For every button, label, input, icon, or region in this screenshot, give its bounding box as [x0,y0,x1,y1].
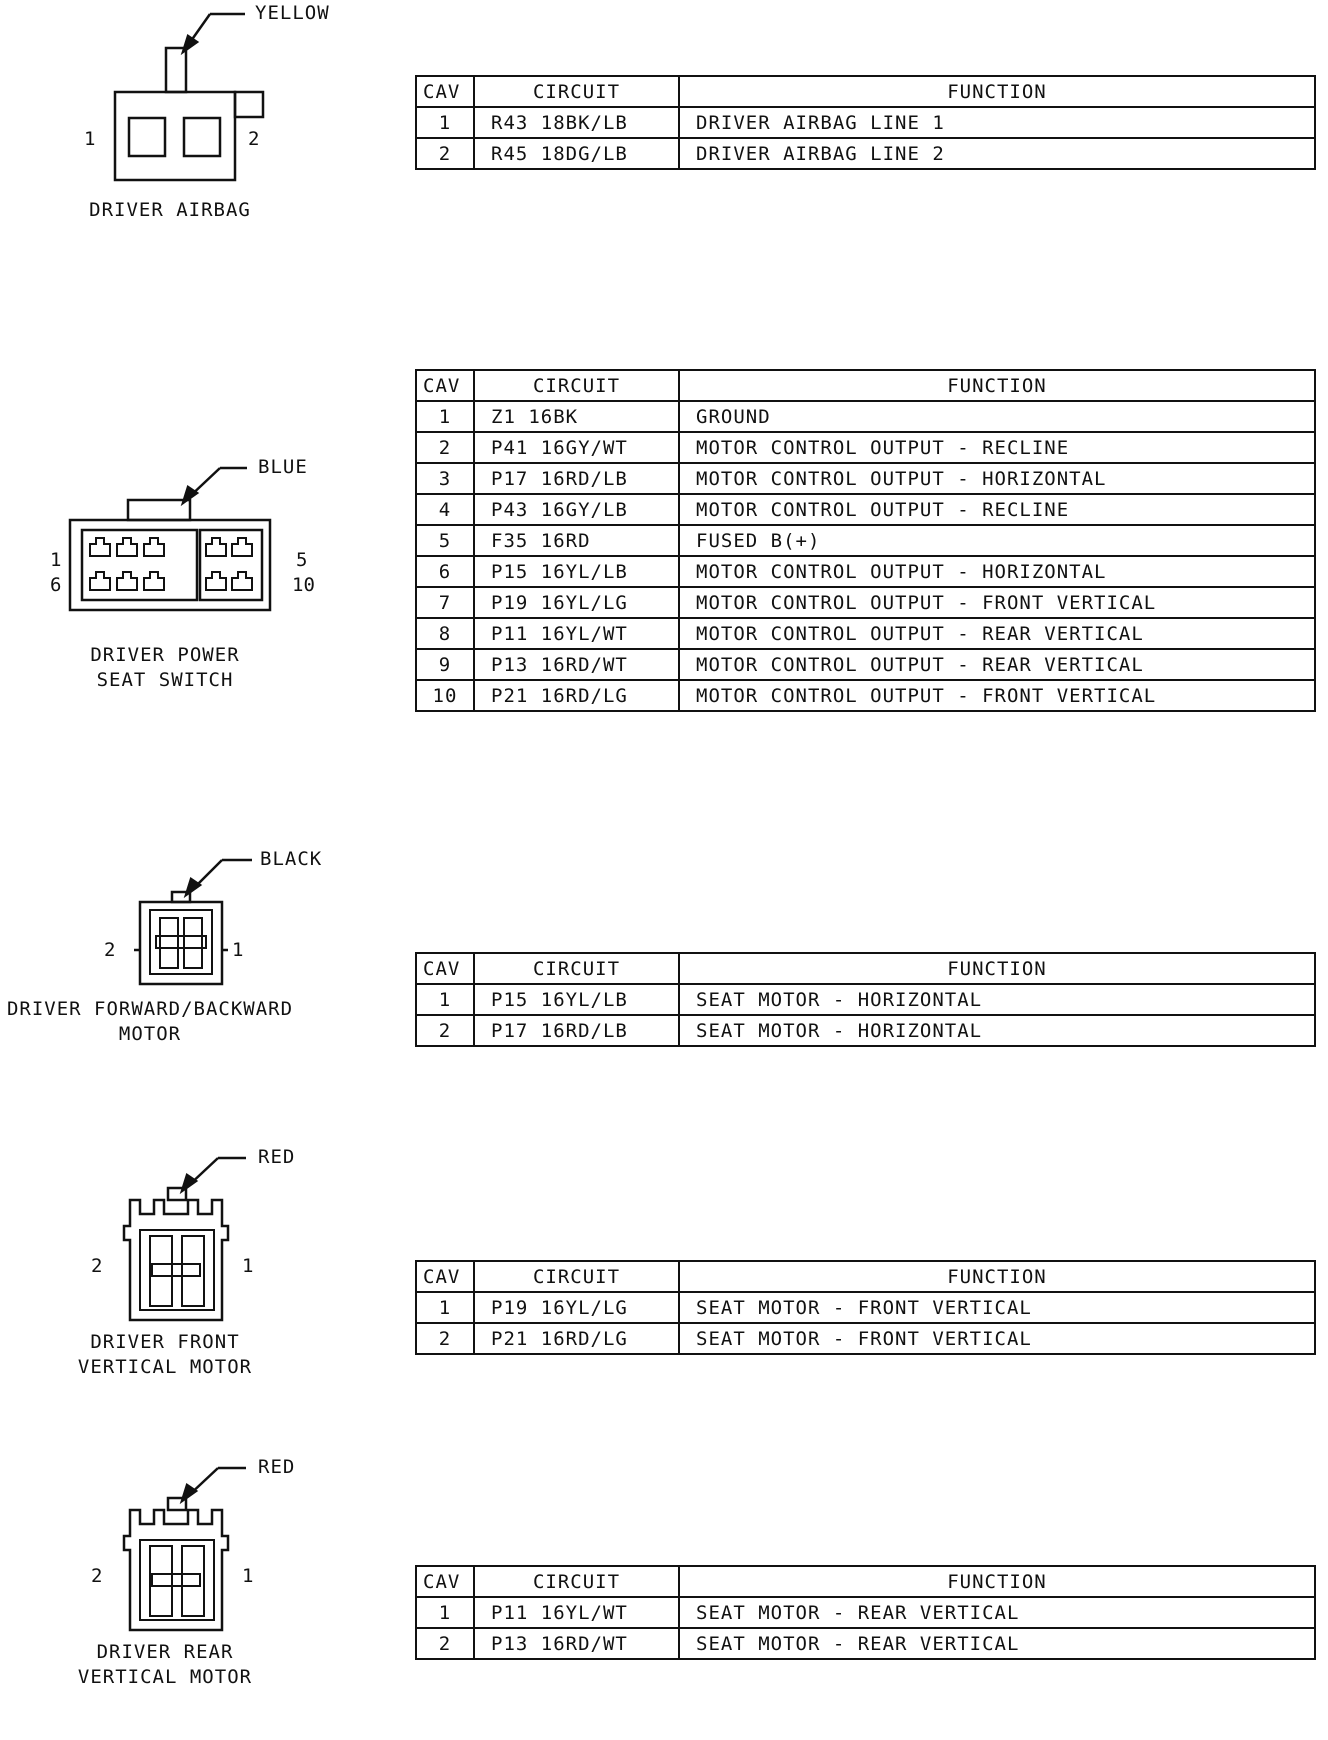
function-cell: SEAT MOTOR - HORIZONTAL [679,1015,1315,1046]
table-row [416,1292,1315,1323]
cav-cell: 2 [416,1323,474,1354]
circuit-cell: P19 16YL/LG [474,1292,679,1323]
pin-label: 5 [296,549,308,571]
function-cell: SEAT MOTOR - FRONT VERTICAL [679,1292,1315,1323]
table-row [416,618,1315,649]
header-function: FUNCTION [679,76,1315,107]
header-cav: CAV [416,1261,474,1292]
function-cell: MOTOR CONTROL OUTPUT - HORIZONTAL [679,556,1315,587]
header-function: FUNCTION [679,370,1315,401]
connector-name: DRIVER AIRBAG [89,199,251,221]
connector-name: DRIVER FRONT VERTICAL MOTOR [77,1331,253,1378]
table-row [416,1628,1315,1659]
table-row [416,1323,1315,1354]
circuit-cell: Z1 16BK [474,401,679,432]
cav-cell: 8 [416,618,474,649]
table-row [416,649,1315,680]
circuit-cell: P15 16YL/LB [474,984,679,1015]
table-row [416,494,1315,525]
table-row [416,138,1315,169]
connector-name: DRIVER REAR VERTICAL MOTOR [77,1641,253,1688]
circuit-cell: P41 16GY/WT [474,432,679,463]
circuit-cell: P43 16GY/LB [474,494,679,525]
header-function: FUNCTION [679,1566,1315,1597]
pinout-table [415,1260,1316,1355]
header-circuit: CIRCUIT [474,953,679,984]
function-cell: GROUND [679,401,1315,432]
connector-name: DRIVER FORWARD/BACKWARD MOTOR [6,998,294,1045]
wire-color-label: BLACK [260,848,323,870]
table-row [416,587,1315,618]
function-cell: SEAT MOTOR - REAR VERTICAL [679,1628,1315,1659]
header-function: FUNCTION [679,1261,1315,1292]
pinout-table [415,75,1316,170]
header-circuit: CIRCUIT [474,76,679,107]
function-cell: MOTOR CONTROL OUTPUT - REAR VERTICAL [679,649,1315,680]
cav-cell: 6 [416,556,474,587]
cav-cell: 5 [416,525,474,556]
circuit-cell: P19 16YL/LG [474,587,679,618]
circuit-cell: P13 16RD/WT [474,1628,679,1659]
wire-color-label: YELLOW [255,2,330,24]
connector-section [0,848,1328,1120]
header-circuit: CIRCUIT [474,370,679,401]
circuit-cell: F35 16RD [474,525,679,556]
connector-section [0,370,1328,750]
function-cell: MOTOR CONTROL OUTPUT - HORIZONTAL [679,463,1315,494]
cav-cell: 2 [416,1015,474,1046]
table-header-row [416,1566,1315,1597]
wire-color-label: RED [258,1456,296,1478]
pin-label: 1 [84,128,96,150]
table-header-row [416,1261,1315,1292]
circuit-cell: P11 16YL/WT [474,1597,679,1628]
cav-cell: 1 [416,1597,474,1628]
function-cell: DRIVER AIRBAG LINE 1 [679,107,1315,138]
pin-label: 2 [104,939,116,961]
pinout-table [415,1565,1316,1660]
cav-cell: 4 [416,494,474,525]
function-cell: SEAT MOTOR - FRONT VERTICAL [679,1323,1315,1354]
circuit-cell: P21 16RD/LG [474,1323,679,1354]
table-row [416,1597,1315,1628]
circuit-cell: P17 16RD/LB [474,463,679,494]
table-row [416,1015,1315,1046]
header-function: FUNCTION [679,953,1315,984]
circuit-cell: R43 18BK/LB [474,107,679,138]
table-row [416,401,1315,432]
function-cell: FUSED B(+) [679,525,1315,556]
pinout-table [415,369,1316,712]
header-cav: CAV [416,953,474,984]
pin-label: 1 [232,939,244,961]
cav-cell: 2 [416,432,474,463]
wire-color-label: RED [258,1146,296,1168]
circuit-cell: P21 16RD/LG [474,680,679,711]
pin-label: 2 [248,128,260,150]
pin-label: 10 [292,574,315,596]
header-circuit: CIRCUIT [474,1566,679,1597]
function-cell: DRIVER AIRBAG LINE 2 [679,138,1315,169]
table-row [416,680,1315,711]
circuit-cell: P15 16YL/LB [474,556,679,587]
cav-cell: 1 [416,401,474,432]
header-circuit: CIRCUIT [474,1261,679,1292]
function-cell: MOTOR CONTROL OUTPUT - FRONT VERTICAL [679,587,1315,618]
function-cell: MOTOR CONTROL OUTPUT - FRONT VERTICAL [679,680,1315,711]
table-header-row [416,76,1315,107]
function-cell: MOTOR CONTROL OUTPUT - REAR VERTICAL [679,618,1315,649]
connector-drawing [0,1180,400,1430]
cav-cell: 3 [416,463,474,494]
connector-drawing [0,1490,400,1740]
pin-label: 6 [50,574,62,596]
table-header-row [416,370,1315,401]
cav-cell: 2 [416,1628,474,1659]
connector-section [0,1146,1328,1430]
pinout-table [415,952,1316,1047]
function-cell: MOTOR CONTROL OUTPUT - RECLINE [679,494,1315,525]
function-cell: MOTOR CONTROL OUTPUT - RECLINE [679,432,1315,463]
header-cav: CAV [416,76,474,107]
cav-cell: 2 [416,138,474,169]
header-cav: CAV [416,370,474,401]
cav-cell: 1 [416,984,474,1015]
wire-color-label: BLUE [258,456,308,478]
connector-name: DRIVER POWER SEAT SWITCH [90,644,240,691]
circuit-cell: P17 16RD/LB [474,1015,679,1046]
function-cell: SEAT MOTOR - REAR VERTICAL [679,1597,1315,1628]
table-row [416,463,1315,494]
pin-label: 2 [91,1565,103,1587]
pin-label: 1 [242,1565,254,1587]
pin-label: 2 [91,1255,103,1277]
cav-cell: 7 [416,587,474,618]
cav-cell: 1 [416,107,474,138]
cav-cell: 10 [416,680,474,711]
pin-label: 1 [50,549,62,571]
circuit-cell: R45 18DG/LB [474,138,679,169]
table-row [416,525,1315,556]
table-row [416,432,1315,463]
table-row [416,107,1315,138]
table-header-row [416,953,1315,984]
header-cav: CAV [416,1566,474,1597]
pin-label: 1 [242,1255,254,1277]
circuit-cell: P13 16RD/WT [474,649,679,680]
table-row [416,984,1315,1015]
circuit-cell: P11 16YL/WT [474,618,679,649]
connector-section [0,0,1328,240]
function-cell: SEAT MOTOR - HORIZONTAL [679,984,1315,1015]
connector-section [0,1456,1328,1740]
table-row [416,556,1315,587]
cav-cell: 1 [416,1292,474,1323]
cav-cell: 9 [416,649,474,680]
